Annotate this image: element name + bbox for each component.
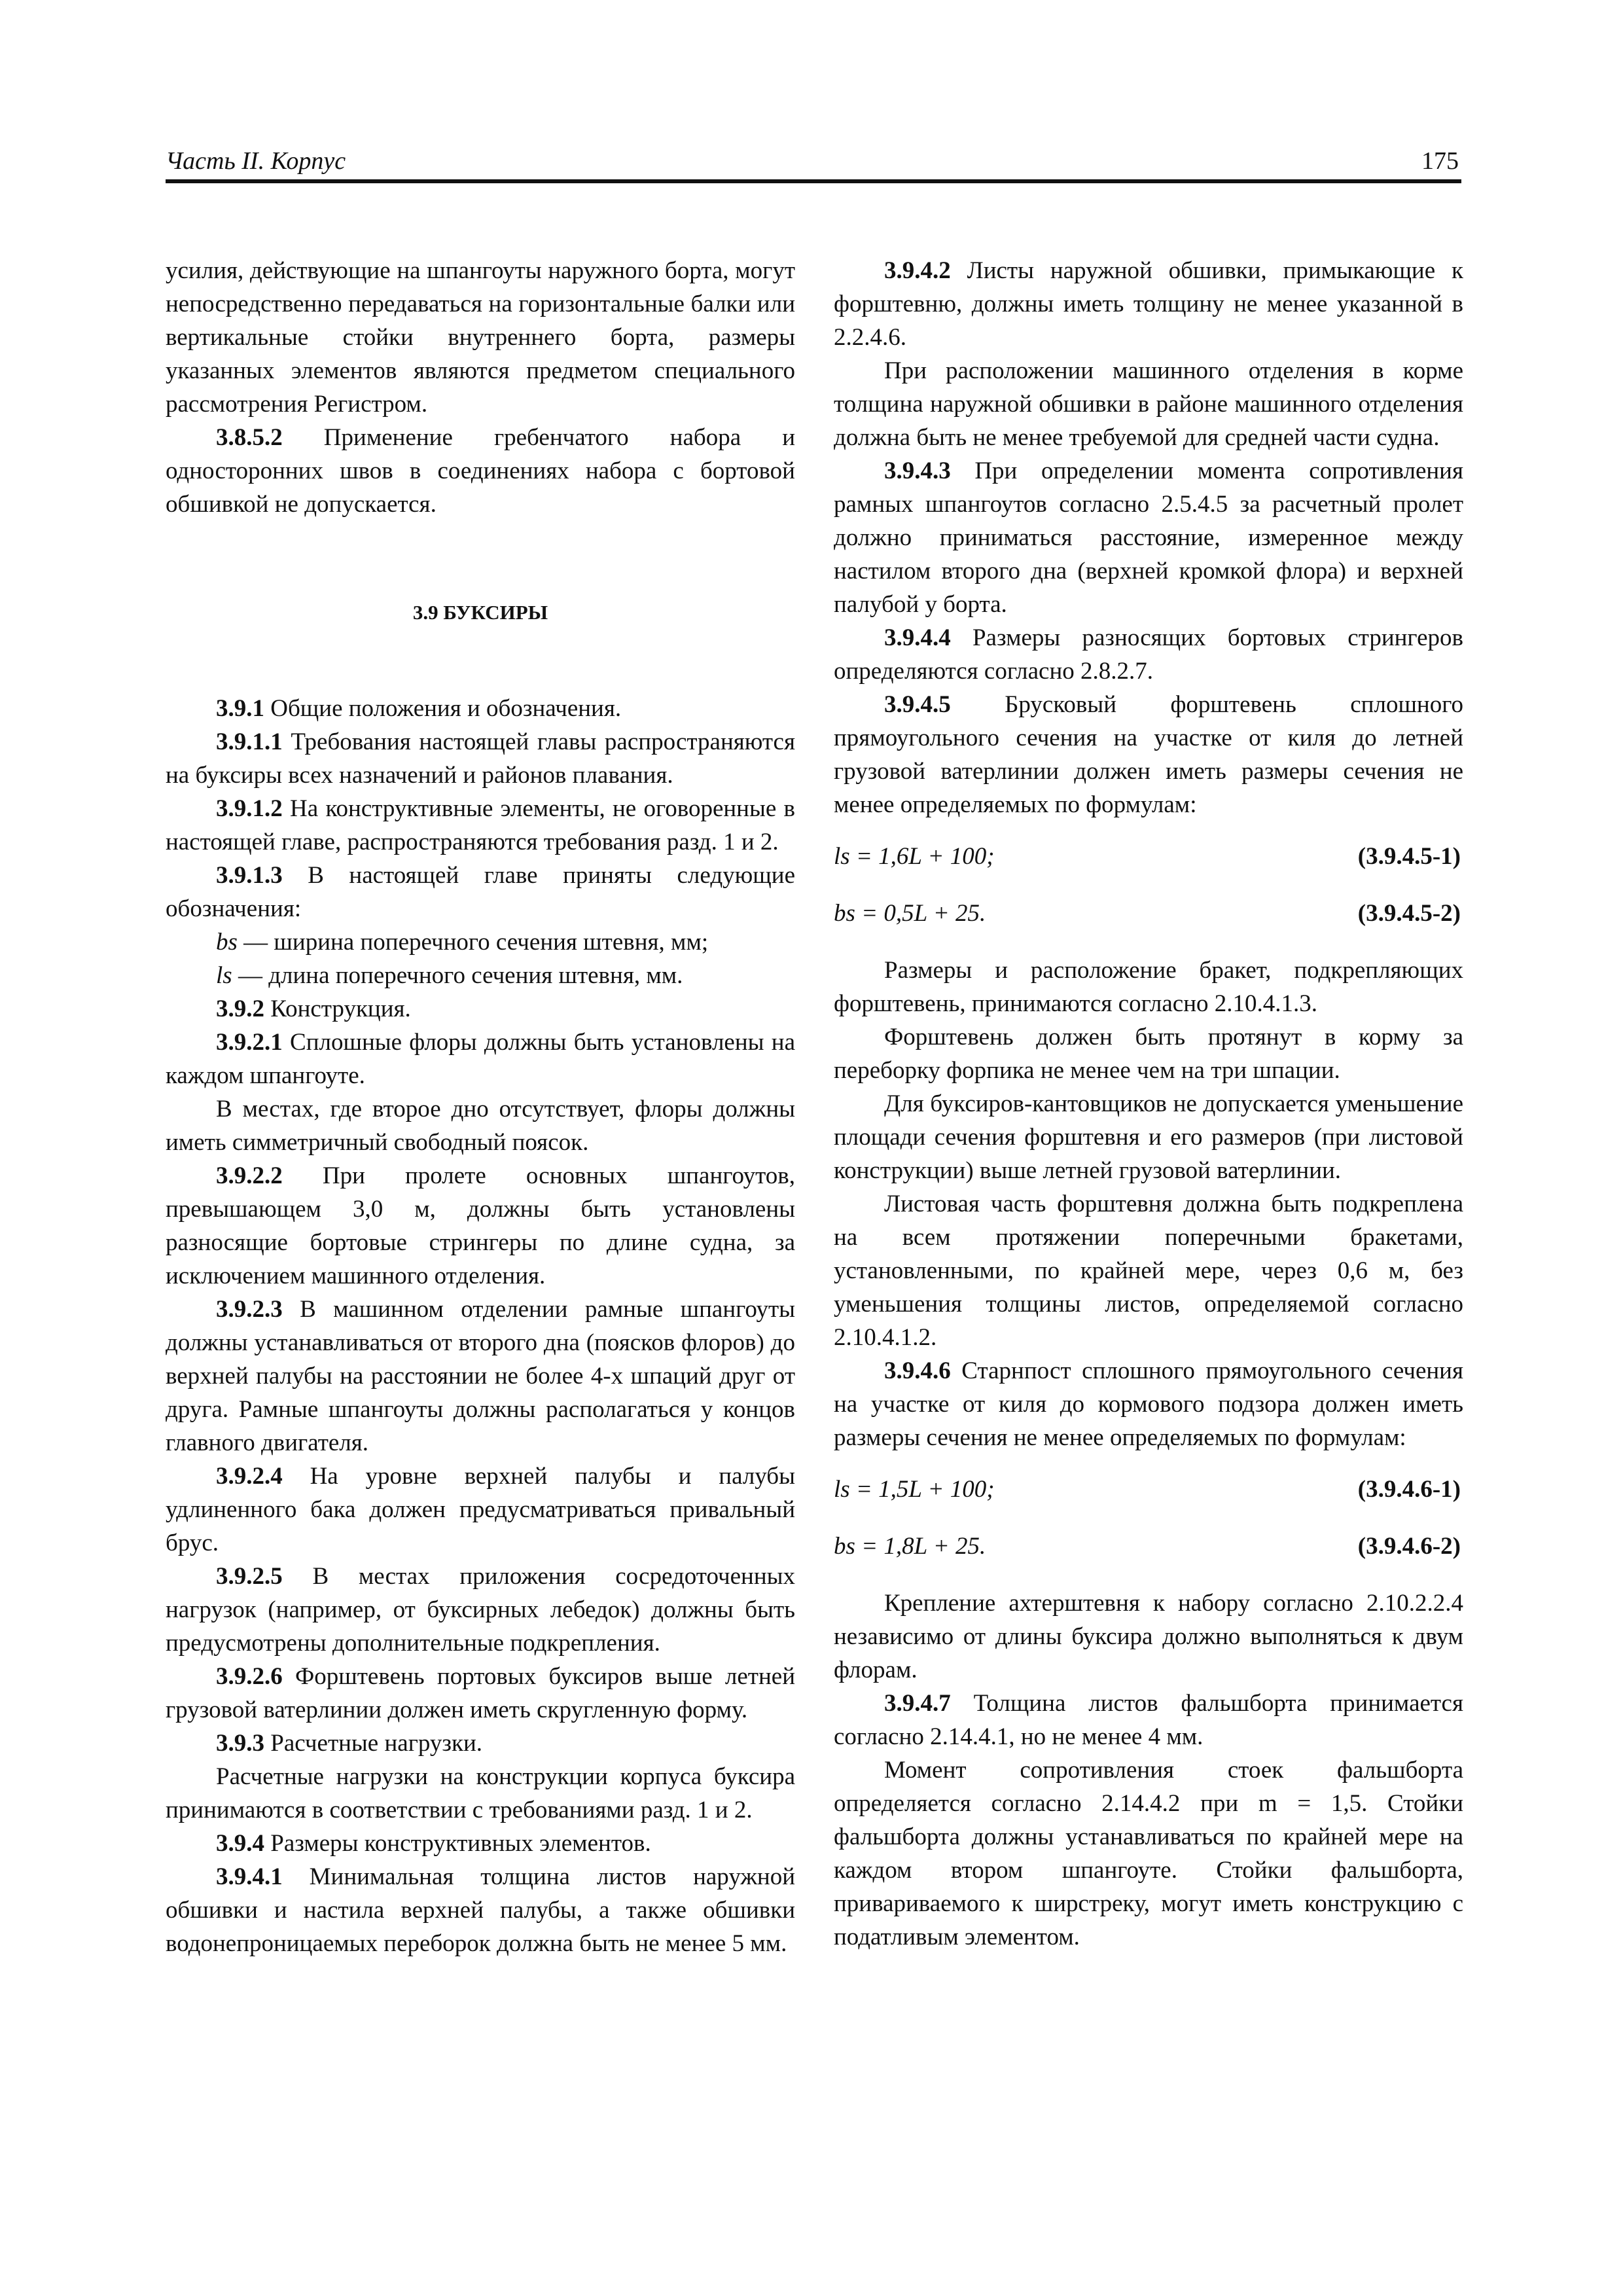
- paragraph: Размеры и расположение бракет, подкрепляющих форштевень, принимаются согласно 2.10.4.1.3.: [834, 957, 1463, 1017]
- definition-l: [166, 959, 795, 992]
- clause-text: Требования настоящей главы распространяются на буксиры всех назначений и районов плавания.: [166, 728, 795, 789]
- clause-text: В настоящей главе приняты следующие обозначения:: [166, 862, 795, 922]
- clause-number: 3.9.4.1: [216, 1863, 283, 1890]
- paragraph: [166, 792, 795, 859]
- clause-number: 3.9.1.3: [216, 862, 283, 889]
- paragraph: [834, 1687, 1463, 1753]
- formula-expression: ls = 1,6L + 100;: [834, 843, 995, 870]
- paragraph: [166, 725, 795, 792]
- clause-number: 3.9.2.4: [216, 1463, 283, 1490]
- paragraph: [166, 1293, 795, 1460]
- clause-number: 3.9.2.2: [216, 1162, 283, 1189]
- paragraph: Крепление ахтерштевня к набору согласно 2.10.2.2.4 независимо от длины буксира должно выполняться к двум флорам.: [834, 1590, 1463, 1683]
- clause-text: Форштевень портовых буксиров выше летней грузовой ватерлинии должен иметь скругленную форму.: [166, 1663, 795, 1723]
- definition-text: — длина поперечного сечения штевня, мм.: [232, 962, 683, 989]
- clause-number: 3.9.4.4: [884, 624, 951, 651]
- clause-number: 3.9.2.3: [216, 1296, 283, 1323]
- paragraph: Для буксиров-кантовщиков не допускается уменьшение площади сечения форштевня и его размеров (при листовой конструкции) выше летней грузовой ватерлинии.: [834, 1090, 1463, 1184]
- running-header: [166, 143, 1461, 183]
- paragraph: При расположении машинного отделения в корме толщина наружной обшивки в районе машинного отделения должна быть не менее требуемой для средней части судна.: [834, 357, 1463, 451]
- clause-number: 3.9.2.1: [216, 1029, 283, 1056]
- formula-reference: (3.9.4.6-2): [1357, 1533, 1461, 1560]
- clause-text: Размеры конструктивных элементов.: [264, 1830, 651, 1857]
- paragraph: усилия, действующие на шпангоуты наружного борта, могут непосредственно передаваться на горизонтальные балки или вертикальные стойки внутреннего борта, размеры указанных элементов являются предметом специального рассмотрения Регистром.: [166, 257, 795, 418]
- page-number: 175: [1421, 147, 1459, 175]
- clause-text: Толщина листов фальшборта принимается согласно 2.14.4.1, но не менее 4 мм.: [834, 1690, 1463, 1750]
- clause-number: 3.9.4.5: [884, 691, 951, 718]
- clause-text: Расчетные нагрузки.: [264, 1730, 483, 1757]
- paragraph: В местах, где второе дно отсутствует, флоры должны иметь симметричный свободный поясок.: [166, 1096, 795, 1156]
- symbol: bs: [216, 929, 238, 956]
- paragraph: [834, 1354, 1463, 1454]
- clause-text: На уровне верхней палубы и палубы удлиненного бака должен предусматриваться привальный брус.: [166, 1463, 795, 1556]
- definition-b: [166, 925, 795, 959]
- clause-text: В местах приложения сосредоточенных нагрузок (например, от буксирных лебедок) должны быть предусмотрены дополнительные подкрепления.: [166, 1563, 795, 1657]
- clause-number: 3.9.4.3: [884, 457, 951, 484]
- clause-number: 3.9.4: [216, 1830, 264, 1857]
- clause-text: Старнпост сплошного прямоугольного сечения на участке от киля до кормового подзора должен иметь размеры сечения не менее определяемых по формулам:: [834, 1357, 1463, 1451]
- clause-text: Применение гребенчатого набора и односторонних швов в соединениях набора с бортовой обшивкой не допускается.: [166, 424, 795, 518]
- clause-number: 3.9.1.2: [216, 795, 283, 822]
- formula: [834, 897, 1463, 930]
- paragraph: Листовая часть форштевня должна быть подкреплена на всем протяжении поперечными бракетами, установленными, по крайней мере, через 0,6 м, без уменьшения толщины листов, определяемой согласно 2.10.4.1.2.: [834, 1191, 1463, 1351]
- paragraph: Момент сопротивления стоек фальшборта определяется согласно 2.14.4.2 при m = 1,5. Стойки фальшборта должны устанавливаться по крайней мере на каждом втором шпангоуте. Стойки фальшборта, привариваемого к ширстреку, могут иметь конструкцию с податливым элементом.: [834, 1757, 1463, 1950]
- clause-number: 3.9.1: [216, 695, 264, 722]
- clause-text: Размеры разносящих бортовых стрингеров определяются согласно 2.8.2.7.: [834, 624, 1463, 685]
- paragraph: [166, 992, 795, 1026]
- paragraph: Форштевень должен быть протянут в корму за переборку форпика не менее чем на три шпации.: [834, 1024, 1463, 1084]
- clause-text: Сплошные флоры должны быть установлены на каждом шпангоуте.: [166, 1029, 795, 1089]
- paragraph: [166, 1460, 795, 1560]
- clause-number: 3.9.2.6: [216, 1663, 283, 1690]
- clause-text: Листы наружной обшивки, примыкающие к форштевню, должны иметь толщину не менее указанной в 2.2.4.6.: [834, 257, 1463, 351]
- paragraph: [166, 1860, 795, 1960]
- header-title: Часть II. Корпус: [166, 147, 346, 175]
- section-heading: 3.9 БУКСИРЫ: [412, 601, 548, 624]
- formula-reference: (3.9.4.6-1): [1357, 1476, 1461, 1503]
- paragraph: [834, 621, 1463, 688]
- clause-text: Минимальная толщина листов наружной обшивки и настила верхней палубы, а также обшивки водонепроницаемых переборок должна быть не менее 5 мм.: [166, 1863, 795, 1957]
- formula-expression: bs = 0,5L + 25.: [834, 900, 986, 927]
- clause-text: В машинном отделении рамные шпангоуты должны устанавливаться от второго дна (поясков флоров) до верхней палубы на расстоянии не более 4-х шпаций друг от друга. Рамные шпангоуты должны располагаться у концов главного двигателя.: [166, 1296, 795, 1456]
- paragraph: [166, 1159, 795, 1293]
- clause-number: 3.9.2.5: [216, 1563, 283, 1590]
- formula-reference: (3.9.4.5-2): [1357, 900, 1461, 927]
- paragraph: [166, 1560, 795, 1660]
- clause-text: Брусковый форштевень сплошного прямоугольного сечения на участке от киля до летней грузовой ватерлинии должен иметь размеры сечения не менее определяемых по формулам:: [834, 691, 1463, 818]
- paragraph: [834, 688, 1463, 821]
- paragraph: [166, 692, 795, 725]
- formula: [834, 1530, 1463, 1563]
- formula: [834, 1473, 1463, 1506]
- clause-text: При пролете основных шпангоутов, превышающем 3,0 м, должны быть установлены разносящие бортовые стрингеры по длине судна, за исключением машинного отделения.: [166, 1162, 795, 1289]
- left-column: [166, 254, 795, 1960]
- symbol: ls: [216, 962, 232, 989]
- paragraph: [166, 1827, 795, 1860]
- paragraph: [166, 859, 795, 925]
- clause-text: При определении момента сопротивления рамных шпангоутов согласно 2.5.4.5 за расчетный пролет должно приниматься расстояние, измеренное между настилом второго дна (верхней кромкой флора) и верхней палубой у борта.: [834, 457, 1463, 618]
- paragraph: [166, 1660, 795, 1727]
- right-column: [834, 254, 1463, 1954]
- clause-text: На конструктивные элементы, не оговоренные в настоящей главе, распространяются требования разд. 1 и 2.: [166, 795, 795, 855]
- clause-text: Конструкция.: [264, 996, 411, 1022]
- paragraph: [834, 454, 1463, 621]
- clause-number: 3.9.2: [216, 996, 264, 1022]
- clause-text: Общие положения и обозначения.: [264, 695, 622, 722]
- formula-expression: bs = 1,8L + 25.: [834, 1533, 986, 1560]
- clause-number: 3.8.5.2: [216, 424, 283, 451]
- clause-number: 3.9.4.6: [884, 1357, 951, 1384]
- clause-number: 3.9.4.2: [884, 257, 951, 284]
- formula-expression: ls = 1,5L + 100;: [834, 1476, 995, 1503]
- paragraph: [834, 254, 1463, 354]
- clause-number: 3.9.1.1: [216, 728, 283, 755]
- formula: [834, 840, 1463, 873]
- paragraph: [166, 1026, 795, 1092]
- clause-number: 3.9.4.7: [884, 1690, 951, 1717]
- clause-number: 3.9.3: [216, 1730, 264, 1757]
- paragraph: [166, 421, 795, 521]
- formula-reference: (3.9.4.5-1): [1357, 843, 1461, 870]
- paragraph: Расчетные нагрузки на конструкции корпуса буксира принимаются в соответствии с требованиями разд. 1 и 2.: [166, 1763, 795, 1823]
- paragraph: [166, 1727, 795, 1760]
- definition-text: — ширина поперечного сечения штевня, мм;: [237, 929, 709, 956]
